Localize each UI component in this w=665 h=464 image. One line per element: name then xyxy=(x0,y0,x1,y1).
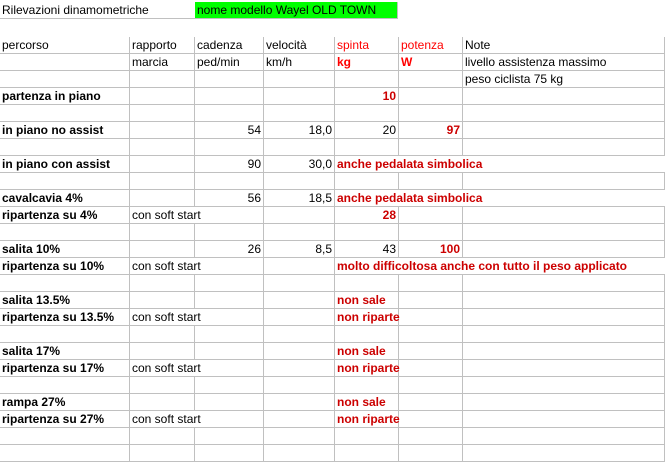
cell-empty[interactable] xyxy=(195,173,264,190)
table-row xyxy=(0,309,665,326)
cell-empty[interactable] xyxy=(195,292,264,309)
cell-empty[interactable] xyxy=(0,428,130,445)
cell-percorso[interactable]: salita 17% xyxy=(0,343,130,360)
cell-empty[interactable] xyxy=(264,292,335,309)
header-rapporto[interactable]: rapporto xyxy=(130,37,195,54)
cell-empty[interactable] xyxy=(264,105,335,122)
cell-note[interactable]: non riparte xyxy=(337,361,400,375)
header-potenza[interactable]: potenza xyxy=(399,37,463,54)
cell-empty[interactable] xyxy=(130,190,195,207)
cell-empty[interactable] xyxy=(195,394,264,411)
model-name: nome modello Wayel OLD TOWN xyxy=(197,3,377,17)
cell-velocita[interactable]: 18,0 xyxy=(264,122,335,139)
cell-empty[interactable] xyxy=(130,156,195,173)
cell-empty[interactable] xyxy=(399,71,463,88)
header-velocita-unit[interactable]: km/h xyxy=(264,54,335,71)
cell-empty[interactable] xyxy=(130,428,195,445)
cell-empty[interactable] xyxy=(264,139,335,156)
cell-empty[interactable] xyxy=(264,377,335,394)
cell-empty[interactable] xyxy=(399,173,463,190)
table-row-spacer xyxy=(0,275,665,292)
cell-empty[interactable] xyxy=(195,377,264,394)
cell-empty[interactable] xyxy=(335,275,399,292)
cell-percorso[interactable]: salita 10% xyxy=(0,241,130,258)
cell-empty[interactable] xyxy=(195,275,264,292)
cell-empty[interactable] xyxy=(399,445,463,462)
table-row-spacer xyxy=(0,428,665,445)
table-row-spacer xyxy=(0,105,665,122)
cell-potenza[interactable]: 100 xyxy=(399,241,463,258)
cell-percorso[interactable]: in piano con assist xyxy=(0,156,130,173)
cell-empty[interactable] xyxy=(130,445,195,462)
cell-note[interactable]: non sale xyxy=(335,292,399,309)
cell-empty[interactable] xyxy=(399,428,463,445)
cell-empty[interactable] xyxy=(463,326,665,343)
cell-percorso[interactable]: ripartenza su 17% xyxy=(0,360,130,377)
cell-empty[interactable] xyxy=(130,394,195,411)
cell-velocita[interactable]: 18,5 xyxy=(264,190,335,207)
cell-rapporto[interactable]: con soft start xyxy=(130,258,264,275)
cell-empty[interactable] xyxy=(463,122,665,139)
cell-empty[interactable] xyxy=(195,71,264,88)
cell-empty[interactable] xyxy=(195,224,264,241)
header-note[interactable]: Note xyxy=(463,37,665,54)
header-marcia[interactable]: marcia xyxy=(130,54,195,71)
header-row-2 xyxy=(0,54,665,71)
cell-empty[interactable] xyxy=(399,411,463,428)
table-row-spacer xyxy=(0,326,665,343)
cell-empty[interactable] xyxy=(463,411,665,428)
cell-percorso[interactable]: ripartenza su 10% xyxy=(0,258,130,275)
cell-note[interactable]: non riparte xyxy=(337,310,400,324)
cell-empty[interactable] xyxy=(463,88,665,105)
cell-empty[interactable] xyxy=(0,71,130,88)
cell-empty[interactable] xyxy=(195,88,264,105)
cell-empty[interactable] xyxy=(399,394,463,411)
header-note-line1[interactable]: livello assistenza massimo xyxy=(463,54,665,71)
table-row xyxy=(0,241,665,258)
table-row-spacer xyxy=(0,139,665,156)
cell-velocita[interactable]: 8,5 xyxy=(264,241,335,258)
cell-empty[interactable] xyxy=(399,224,463,241)
header-cadenza[interactable]: cadenza xyxy=(195,37,264,54)
cell-empty[interactable] xyxy=(0,139,130,156)
cell-percorso[interactable]: ripartenza su 13.5% xyxy=(0,309,130,326)
cell-empty[interactable] xyxy=(463,394,665,411)
cell-empty[interactable] xyxy=(195,428,264,445)
table-row-spacer xyxy=(0,224,665,241)
cell-cadenza[interactable]: 90 xyxy=(195,156,264,173)
table-row-spacer xyxy=(0,445,665,462)
header-note-line2[interactable]: peso ciclista 75 kg xyxy=(463,71,665,88)
cell-note[interactable]: non sale xyxy=(335,394,399,411)
cell-empty[interactable] xyxy=(399,292,463,309)
cell-empty[interactable] xyxy=(130,377,195,394)
cell-empty[interactable] xyxy=(130,326,195,343)
table-row xyxy=(0,292,665,309)
cell-empty[interactable] xyxy=(463,292,665,309)
cell-empty[interactable] xyxy=(463,207,665,224)
cell-empty[interactable] xyxy=(463,360,665,377)
cell-empty[interactable] xyxy=(399,377,463,394)
cell-empty[interactable] xyxy=(463,275,665,292)
header-potenza-unit[interactable]: W xyxy=(399,54,463,71)
cell-empty[interactable] xyxy=(463,343,665,360)
cell-empty[interactable] xyxy=(463,105,665,122)
cell-empty[interactable] xyxy=(335,428,399,445)
cell-empty[interactable] xyxy=(399,275,463,292)
cell-empty[interactable] xyxy=(130,122,195,139)
header-velocita[interactable]: velocità xyxy=(264,37,335,54)
table-row xyxy=(0,156,665,173)
cell-cadenza[interactable]: 54 xyxy=(195,122,264,139)
cell-empty[interactable] xyxy=(264,258,335,275)
cell-spinta[interactable]: 43 xyxy=(335,241,399,258)
cell-percorso[interactable]: rampa 27% xyxy=(0,394,130,411)
table-row xyxy=(0,122,665,139)
cell-empty[interactable] xyxy=(130,139,195,156)
cell-empty[interactable] xyxy=(399,139,463,156)
cell-percorso[interactable]: salita 13.5% xyxy=(0,292,130,309)
cell-spinta[interactable]: 10 xyxy=(335,88,399,105)
cell-empty[interactable] xyxy=(264,394,335,411)
cell-percorso[interactable]: partenza in piano xyxy=(0,88,130,105)
cell-empty[interactable] xyxy=(0,173,130,190)
table-row xyxy=(0,411,665,428)
cell-empty[interactable] xyxy=(399,360,463,377)
table-row-spacer xyxy=(0,173,665,190)
cell-empty[interactable] xyxy=(264,275,335,292)
cell-empty[interactable] xyxy=(264,445,335,462)
cell-percorso[interactable]: ripartenza su 4% xyxy=(0,207,130,224)
cell-empty[interactable] xyxy=(130,105,195,122)
cell-velocita[interactable]: 30,0 xyxy=(264,156,335,173)
cell-note[interactable]: non riparte xyxy=(337,412,400,426)
cell-empty[interactable] xyxy=(264,309,335,326)
cell-empty[interactable] xyxy=(130,224,195,241)
cell-empty[interactable] xyxy=(0,275,130,292)
cell-potenza[interactable]: 97 xyxy=(399,122,463,139)
cell-empty[interactable] xyxy=(195,139,264,156)
cell-empty[interactable] xyxy=(399,105,463,122)
sheet-row-title xyxy=(0,2,665,19)
cell-empty[interactable] xyxy=(399,343,463,360)
cell-empty[interactable] xyxy=(463,173,665,190)
cell-empty[interactable] xyxy=(264,173,335,190)
cell-cadenza[interactable]: 56 xyxy=(195,190,264,207)
cell-empty[interactable] xyxy=(335,326,399,343)
cell-empty[interactable] xyxy=(399,326,463,343)
cell-empty[interactable] xyxy=(130,88,195,105)
table-row xyxy=(0,258,665,275)
cell-empty[interactable] xyxy=(195,105,264,122)
cell-empty[interactable] xyxy=(335,105,399,122)
header-row-1 xyxy=(0,37,665,54)
cell-empty[interactable] xyxy=(264,360,335,377)
cell-empty[interactable] xyxy=(463,241,665,258)
cell-empty[interactable] xyxy=(264,207,335,224)
cell-spinta[interactable]: 20 xyxy=(335,122,399,139)
table-row xyxy=(0,343,665,360)
cell-empty[interactable] xyxy=(399,207,463,224)
cell-empty[interactable] xyxy=(335,377,399,394)
header-cadenza-unit[interactable]: ped/min xyxy=(195,54,264,71)
cell-empty[interactable] xyxy=(463,224,665,241)
cell-empty[interactable] xyxy=(264,88,335,105)
cell-empty[interactable] xyxy=(264,71,335,88)
table-row-spacer xyxy=(0,377,665,394)
cell-empty[interactable] xyxy=(130,71,195,88)
table-row xyxy=(0,394,665,411)
cell-rapporto[interactable]: con soft start xyxy=(130,207,264,224)
cell-empty[interactable] xyxy=(130,292,195,309)
cell-note[interactable]: non sale xyxy=(335,343,399,360)
table-row xyxy=(0,88,665,105)
cell-empty[interactable] xyxy=(130,275,195,292)
cell-empty[interactable] xyxy=(264,326,335,343)
cell-model-name[interactable] xyxy=(195,2,398,19)
cell-empty[interactable] xyxy=(264,343,335,360)
cell-rapporto[interactable]: con soft start xyxy=(130,309,264,326)
cell-empty[interactable] xyxy=(195,326,264,343)
cell-rapporto[interactable]: con soft start xyxy=(130,360,264,377)
header-percorso[interactable]: percorso xyxy=(0,37,130,54)
header-spinta-unit[interactable]: kg xyxy=(335,54,399,71)
cell-note[interactable]: anche pedalata simbolica xyxy=(335,156,665,173)
cell-empty[interactable] xyxy=(0,377,130,394)
cell-note[interactable]: anche pedalata simbolica xyxy=(335,190,665,207)
cell-empty[interactable] xyxy=(335,71,399,88)
cell-title[interactable] xyxy=(0,2,195,19)
cell-empty[interactable] xyxy=(463,445,665,462)
cell-empty[interactable] xyxy=(0,224,130,241)
cell-empty[interactable] xyxy=(335,139,399,156)
cell-percorso[interactable]: in piano no assist xyxy=(0,122,130,139)
cell-empty[interactable] xyxy=(264,428,335,445)
cell-empty[interactable] xyxy=(130,173,195,190)
cell-empty[interactable] xyxy=(264,224,335,241)
cell-empty[interactable] xyxy=(335,224,399,241)
cell-empty[interactable] xyxy=(399,309,463,326)
cell-empty[interactable] xyxy=(463,377,665,394)
cell-empty[interactable] xyxy=(0,105,130,122)
table-row xyxy=(0,360,665,377)
header-spinta[interactable]: spinta xyxy=(335,37,399,54)
cell-percorso[interactable]: cavalcavia 4% xyxy=(0,190,130,207)
header-row-3 xyxy=(0,71,665,88)
table-row xyxy=(0,190,665,207)
cell-empty[interactable] xyxy=(264,411,335,428)
cell-note[interactable]: molto difficoltosa anche con tutto il peso applicato xyxy=(335,258,665,275)
cell-empty[interactable] xyxy=(463,139,665,156)
cell-empty[interactable] xyxy=(195,445,264,462)
cell-percorso[interactable]: ripartenza su 27% xyxy=(0,411,130,428)
cell-cadenza[interactable]: 26 xyxy=(195,241,264,258)
cell-spinta[interactable]: 28 xyxy=(335,207,399,224)
cell-empty[interactable] xyxy=(0,326,130,343)
cell-rapporto[interactable]: con soft start xyxy=(130,411,264,428)
sheet-title: Rilevazioni dinamometriche xyxy=(2,3,149,17)
cell-empty[interactable] xyxy=(130,343,195,360)
cell-empty[interactable] xyxy=(0,54,130,71)
cell-empty[interactable] xyxy=(0,445,130,462)
cell-empty[interactable] xyxy=(463,309,665,326)
cell-empty[interactable] xyxy=(130,241,195,258)
cell-empty[interactable] xyxy=(195,343,264,360)
cell-empty[interactable] xyxy=(335,445,399,462)
table-row xyxy=(0,207,665,224)
cell-empty[interactable] xyxy=(399,88,463,105)
cell-empty[interactable] xyxy=(463,428,665,445)
cell-empty[interactable] xyxy=(335,173,399,190)
